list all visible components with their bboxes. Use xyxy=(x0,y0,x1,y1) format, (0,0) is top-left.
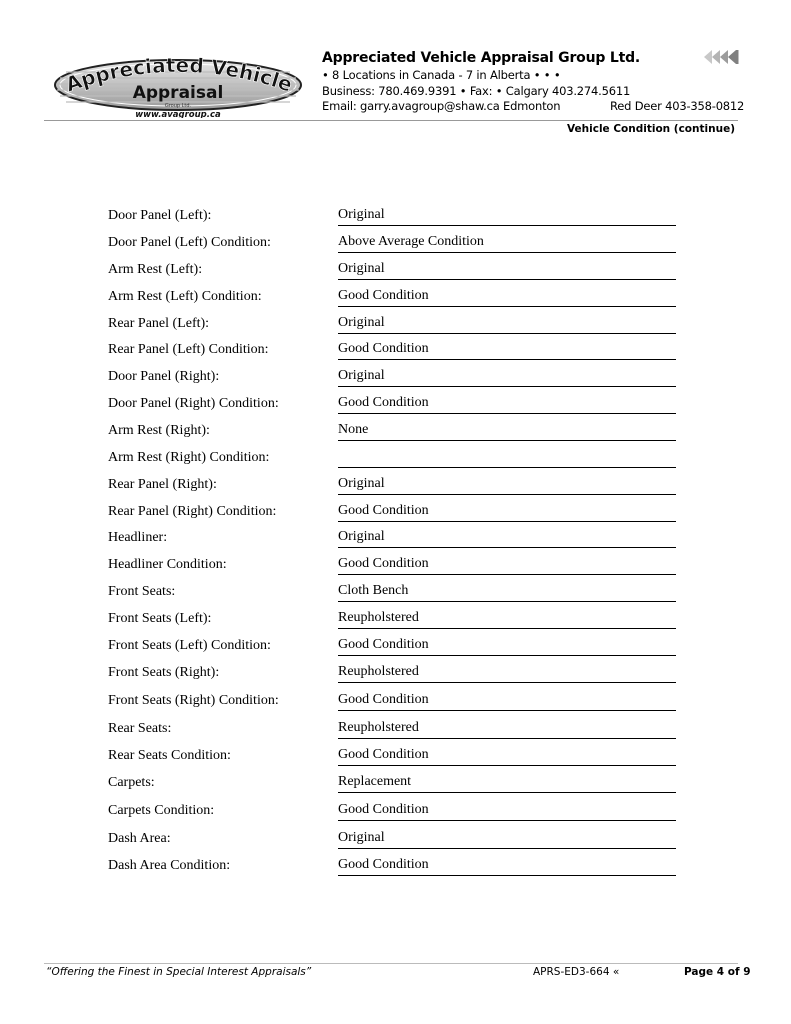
field-value: Good Condition xyxy=(338,393,676,414)
field-value: Above Average Condition xyxy=(338,232,676,253)
field-row xyxy=(0,444,791,468)
company-name: Appreciated Vehicle Appraisal Group Ltd. xyxy=(322,50,641,66)
field-row xyxy=(0,578,791,602)
logo-title: Appreciated Vehicle xyxy=(62,56,296,97)
field-row xyxy=(0,471,791,495)
field-label: Arm Rest (Right) Condition: xyxy=(108,450,270,465)
field-row xyxy=(0,687,791,711)
field-label: Front Seats (Left): xyxy=(108,611,212,626)
company-logo xyxy=(52,56,304,118)
field-value: Original xyxy=(338,828,676,849)
field-row xyxy=(0,632,791,656)
header-divider xyxy=(44,120,738,121)
field-label: Front Seats: xyxy=(108,584,176,599)
rewind-arrows-icon[interactable] xyxy=(703,50,739,64)
field-row xyxy=(0,742,791,766)
field-label: Headliner: xyxy=(108,530,168,545)
field-label: Arm Rest (Right): xyxy=(108,423,210,438)
field-row xyxy=(0,852,791,876)
field-value: Original xyxy=(338,474,676,495)
field-value: Reupholstered xyxy=(338,662,676,683)
field-label: Carpets: xyxy=(108,775,155,790)
red-deer-phone: Red Deer 403-358-0812 xyxy=(610,99,745,113)
field-value: Replacement xyxy=(338,772,676,793)
field-value xyxy=(338,447,676,468)
field-label: Front Seats (Left) Condition: xyxy=(108,638,271,653)
field-row xyxy=(0,283,791,307)
logo-website: www.avagroup.ca xyxy=(135,110,221,118)
field-label: Arm Rest (Left): xyxy=(108,262,203,277)
field-row xyxy=(0,498,791,522)
field-row xyxy=(0,256,791,280)
field-value: Good Condition xyxy=(338,286,676,307)
field-value: Reupholstered xyxy=(338,608,676,629)
field-label: Carpets Condition: xyxy=(108,803,215,818)
field-value: None xyxy=(338,420,676,441)
locations-line: • 8 Locations in Canada - 7 in Alberta • • • xyxy=(322,68,561,82)
logo-subtitle: Appraisal xyxy=(132,83,224,103)
field-value: Original xyxy=(338,313,676,334)
field-value: Good Condition xyxy=(338,800,676,821)
field-label: Arm Rest (Left) Condition: xyxy=(108,289,262,304)
field-value: Original xyxy=(338,259,676,280)
field-row xyxy=(0,229,791,253)
field-row xyxy=(0,524,791,548)
field-label: Rear Panel (Left): xyxy=(108,316,210,331)
field-row xyxy=(0,551,791,575)
field-label: Front Seats (Right): xyxy=(108,665,220,680)
field-label: Headliner Condition: xyxy=(108,557,227,572)
field-row xyxy=(0,310,791,334)
field-row xyxy=(0,605,791,629)
field-value: Original xyxy=(338,527,676,548)
field-value: Good Condition xyxy=(338,501,676,522)
field-value: Good Condition xyxy=(338,554,676,575)
field-value: Reupholstered xyxy=(338,718,676,739)
field-row xyxy=(0,336,791,360)
phone-line: Business: 780.469.9391 • Fax: • Calgary 403.274.5611 xyxy=(322,84,631,98)
field-row xyxy=(0,363,791,387)
section-title: Vehicle Condition (continue) xyxy=(566,123,735,135)
field-label: Rear Panel (Left) Condition: xyxy=(108,342,269,357)
field-value: Good Condition xyxy=(338,855,676,876)
field-value: Good Condition xyxy=(338,690,676,711)
field-row xyxy=(0,417,791,441)
field-row xyxy=(0,769,791,793)
footer-slogan: “Offering the Finest in Special Interest Appraisals” xyxy=(46,966,312,978)
field-row xyxy=(0,390,791,414)
logo-tagline: Group Ltd. xyxy=(164,103,192,109)
field-value: Good Condition xyxy=(338,339,676,360)
footer-divider xyxy=(44,963,738,964)
field-value: Good Condition xyxy=(338,635,676,656)
field-value: Cloth Bench xyxy=(338,581,676,602)
field-label: Rear Seats: xyxy=(108,721,172,736)
field-label: Dash Area: xyxy=(108,831,171,846)
footer-document-code: APRS-ED3-664 « xyxy=(533,966,620,978)
field-row xyxy=(0,659,791,683)
field-value: Original xyxy=(338,205,676,226)
field-label: Door Panel (Left) Condition: xyxy=(108,235,271,250)
field-row xyxy=(0,715,791,739)
field-label: Dash Area Condition: xyxy=(108,858,231,873)
email-line: Email: garry.avagroup@shaw.ca Edmonton xyxy=(322,99,561,113)
field-label: Rear Seats Condition: xyxy=(108,748,231,763)
footer-page-number: Page 4 of 9 xyxy=(684,966,751,978)
field-label: Door Panel (Right): xyxy=(108,369,220,384)
field-label: Door Panel (Right) Condition: xyxy=(108,396,279,411)
field-label: Rear Panel (Right) Condition: xyxy=(108,504,277,519)
field-value: Original xyxy=(338,366,676,387)
field-label: Front Seats (Right) Condition: xyxy=(108,693,279,708)
field-value: Good Condition xyxy=(338,745,676,766)
field-label: Rear Panel (Right): xyxy=(108,477,217,492)
field-row xyxy=(0,825,791,849)
field-row xyxy=(0,797,791,821)
field-label: Door Panel (Left): xyxy=(108,208,212,223)
field-row xyxy=(0,202,791,226)
